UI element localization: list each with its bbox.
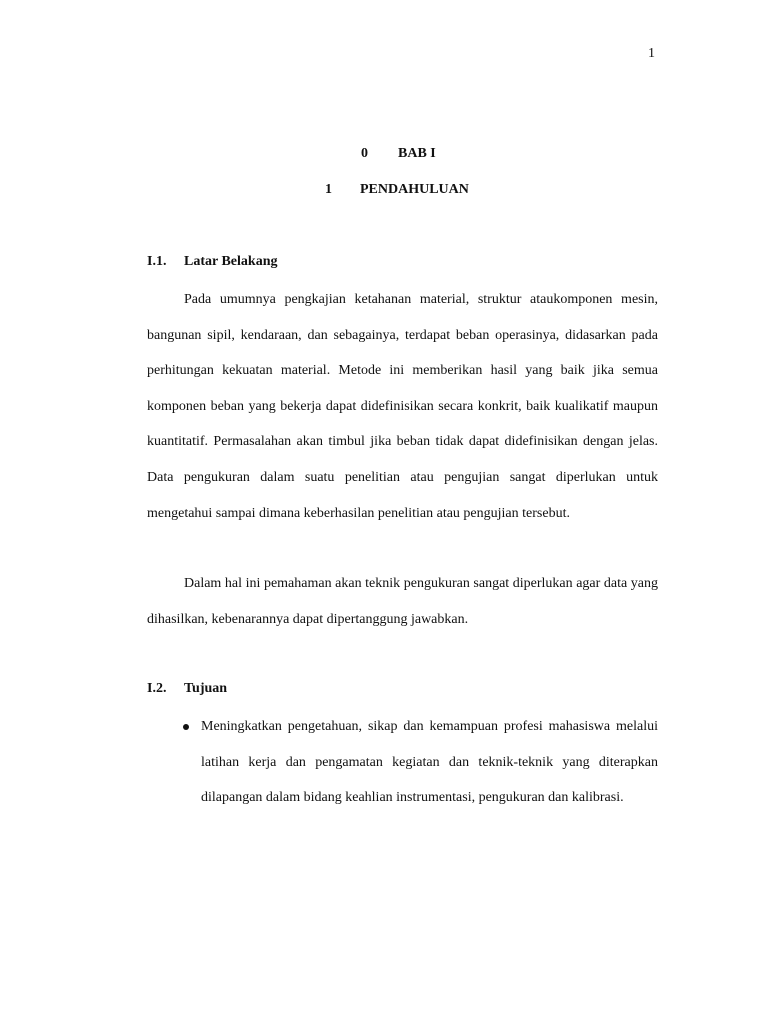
- section-number: I.2.: [147, 681, 167, 696]
- section-title: Tujuan: [184, 681, 228, 696]
- section-heading-latar-belakang: [147, 254, 277, 270]
- subchapter-title: PENDAHULUAN: [360, 182, 469, 197]
- list-item: [183, 709, 658, 816]
- chapter-title: BAB I: [398, 146, 436, 161]
- section-heading-tujuan: [147, 681, 227, 697]
- list-item-text: Meningkatkan pengetahuan, sikap dan kemampuan profesi mahasiswa melalui latihan kerja dan pengamatan kegiatan dan teknik-teknik yang diterapkan dilapangan dalam bidang keahlian instrumentasi, pengukuran dan kalibrasi.: [201, 719, 658, 806]
- paragraph: Dalam hal ini pemahaman akan teknik pengukuran sangat diperlukan agar data yang dihasilkan, kebenarannya dapat dipertanggung jawabkan.: [147, 576, 658, 627]
- objectives-list: [183, 709, 658, 816]
- page-number: 1: [648, 46, 655, 61]
- bullet-icon: [183, 724, 189, 730]
- section-title: Latar Belakang: [184, 254, 278, 269]
- chapter-number: 0: [361, 146, 368, 161]
- subchapter-number: 1: [325, 182, 332, 197]
- paragraph: Pada umumnya pengkajian ketahanan material, struktur ataukomponen mesin, bangunan sipil, kendaraan, dan sebagainya, terdapat beban operasinya, didasarkan pada perhitungan kekuatan material. Metode ini memberikan hasil yang baik jika semua komponen beban yang bekerja dapat didefinisikan secara konkrit, baik kualikatif maupun kuantitatif. Permasalahan akan timbul jika beban tidak dapat didefinisikan dengan jelas. Data pengukuran dalam suatu penelitian atau pengujian sangat diperlukan untuk mengetahui sampai dimana keberhasilan penelitian atau pengujian tersebut.: [147, 292, 658, 521]
- section-number: I.1.: [147, 254, 167, 269]
